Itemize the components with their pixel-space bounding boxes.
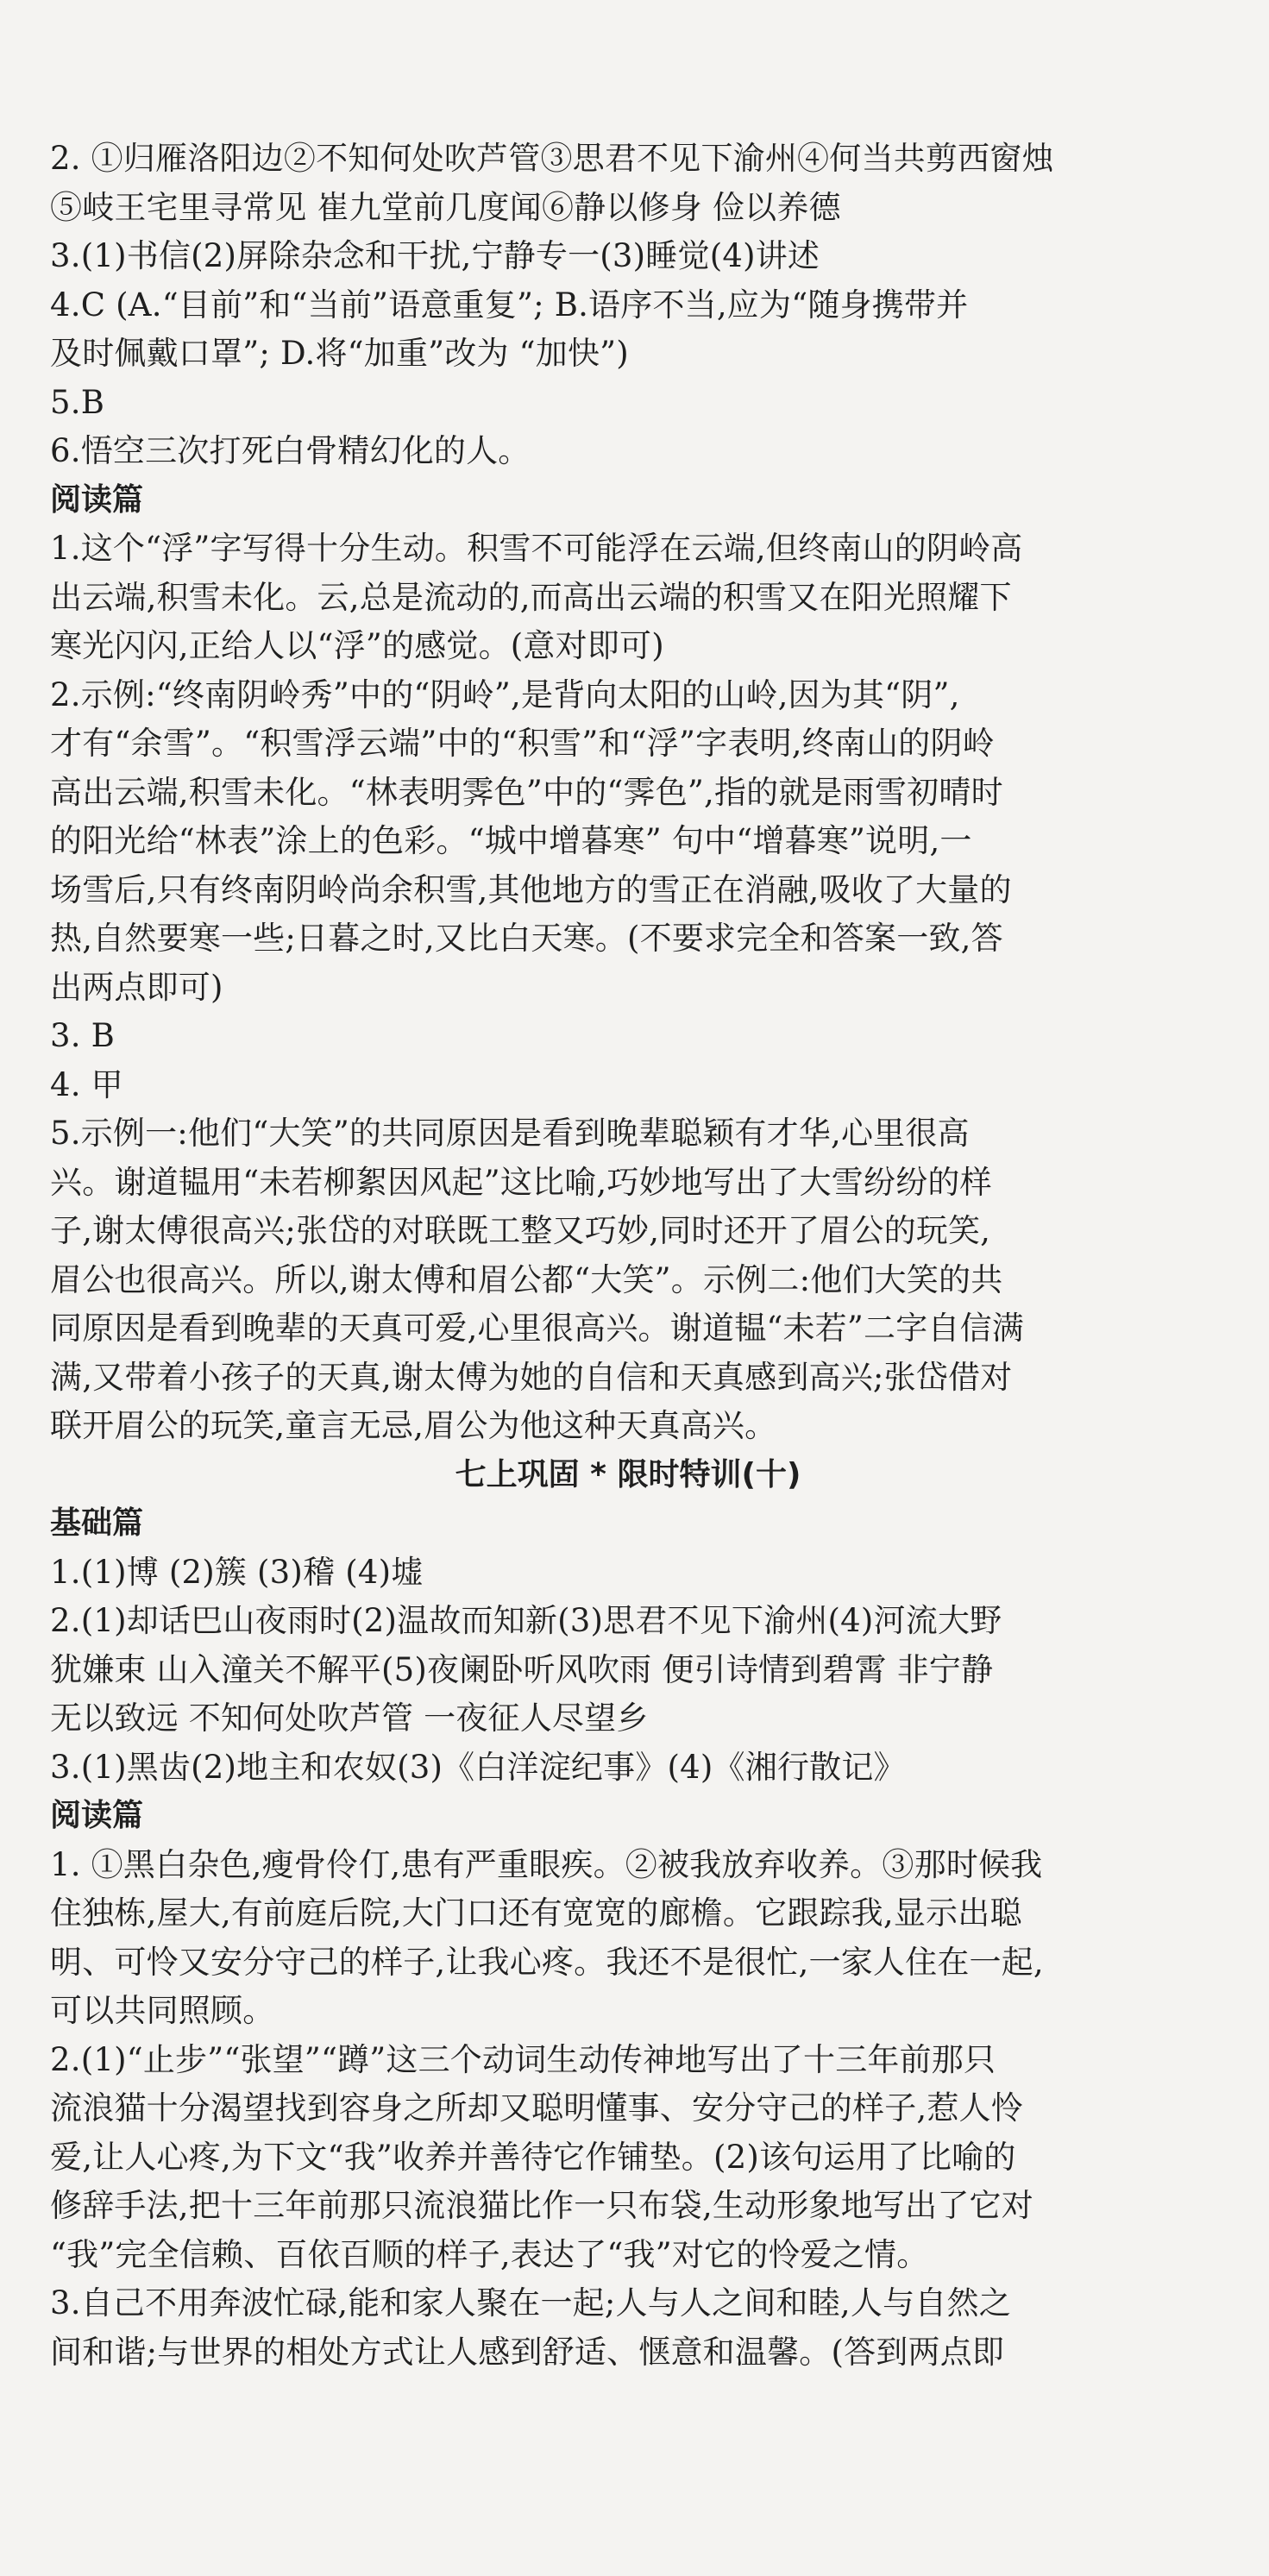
section-heading: 基础篇 [50, 1505, 144, 1541]
answer-line: 的阳光给“林表”涂上的色彩。“城中增暮寒” 句中“增暮寒”说明,一 [50, 822, 972, 859]
answer-text-body [50, 135, 1223, 2377]
answer-line: 1.(1)博 (2)簇 (3)稽 (4)墟 [50, 1553, 424, 1591]
answer-line: 出两点即可) [50, 968, 223, 1006]
answer-line: 修辞手法,把十三年前那只流浪猫比作一只布袋,生动形象地写出了它对 [50, 2187, 1033, 2224]
section-heading: 阅读篇 [50, 1798, 144, 1833]
answer-line: 1.这个“浮”字写得十分生动。积雪不可能浮在云端,但终南山的阴岭高 [50, 530, 1023, 567]
answer-line: 联开眉公的玩笑,童言无忌,眉公为他这种天真高兴。 [50, 1407, 777, 1444]
answer-line: 子,谢太傅很高兴;张岱的对联既工整又巧妙,同时还开了眉公的玩笑, [50, 1212, 991, 1249]
answer-line: 2.(1)却话巴山夜雨时(2)温故而知新(3)思君不见下渝州(4)河流大野 [50, 1602, 1002, 1639]
answer-line: 5.示例一:他们“大笑”的共同原因是看到晚辈聪颖有才华,心里很高 [50, 1115, 970, 1152]
answer-line: 5.B [50, 383, 105, 421]
answer-line: 2.(1)“止步”“张望”“蹲”这三个动词生动传神地写出了十三年前那只 [50, 2040, 996, 2078]
answer-line: 2.示例:“终南阴岭秀”中的“阴岭”,是背向太阳的山岭,因为其“阴”, [50, 675, 960, 713]
answer-line: 热,自然要寒一些;日暮之时,又比白天寒。(不要求完全和答案一致,答 [50, 920, 1003, 957]
answer-line: “我”完全信赖、百依百顺的样子,表达了“我”对它的怜爱之情。 [50, 2235, 929, 2273]
answer-line: 明、可怜又安分守己的样子,让我心疼。我还不是很忙,一家人住在一起, [50, 1943, 1044, 1981]
answer-line: 才有“余雪”。“积雪浮云端”中的“积雪”和“浮”字表明,终南山的阴岭 [50, 725, 995, 762]
answer-line: 及时佩戴口罩”; D.将“加重”改为 “加快”) [50, 335, 629, 372]
answer-line: 住独栋,屋大,有前庭后院,大门口还有宽宽的廊檐。它跟踪我,显示出聪 [50, 1894, 1022, 1932]
answer-line: 同原因是看到晚辈的天真可爱,心里很高兴。谢道韫“未若”二字自信满 [50, 1310, 1024, 1347]
answer-line: 3.(1)书信(2)屏除杂念和干扰,宁静专一(3)睡觉(4)讲述 [50, 237, 820, 274]
answer-line: 3.(1)黑齿(2)地主和农奴(3)《白洋淀纪事》(4)《湘行散记》 [50, 1748, 906, 1786]
section-heading: 阅读篇 [50, 481, 144, 518]
answer-line: 出云端,积雪未化。云,总是流动的,而高出云端的积雪又在阳光照耀下 [50, 578, 1012, 616]
answer-line: ⑤岐王宅里寻常见 崔九堂前几度闻⑥静以修身 俭以养德 [50, 188, 841, 226]
exercise-title: 七上巩固 * 限时特训(十) [455, 1456, 801, 1492]
answer-line: 1. ①黑白杂色,瘦骨伶仃,患有严重眼疾。②被我放弃收养。③那时候我 [50, 1845, 1043, 1883]
answer-line: 寒光闪闪,正给人以“浮”的感觉。(意对即可) [50, 627, 664, 664]
answer-line: 流浪猫十分渴望找到容身之所却又聪明懂事、安分守己的样子,惹人怜 [50, 2089, 1023, 2127]
answer-line: 2. ①归雁洛阳边②不知何处吹芦管③思君不见下渝州④何当共剪西窗烛 [50, 140, 1054, 177]
answer-line: 兴。谢道韫用“未若柳絮因风起”这比喻,巧妙地写出了大雪纷纷的样 [50, 1163, 992, 1201]
answer-line: 间和谐;与世界的相处方式让人感到舒适、惬意和温馨。(答到两点即 [50, 2333, 1005, 2371]
answer-line: 无以致远 不知何处吹芦管 一夜征人尽望乡 [50, 1700, 649, 1737]
answer-line: 高出云端,积雪未化。“林表明霁色”中的“霁色”,指的就是雨雪初晴时 [50, 773, 1003, 811]
answer-line: 6.悟空三次打死白骨精幻化的人。 [50, 432, 531, 469]
answer-line: 爱,让人心疼,为下文“我”收养并善待它作铺垫。(2)该句运用了比喻的 [50, 2138, 1016, 2176]
answer-line: 4.C (A.“目前”和“当前”语意重复”; B.语序不当,应为“随身携带并 [50, 286, 969, 324]
answer-line: 眉公也很高兴。所以,谢太傅和眉公都“大笑”。示例二:他们大笑的共 [50, 1260, 1003, 1298]
answer-line: 3. B [50, 1017, 116, 1054]
answer-line: 4. 甲 [50, 1065, 123, 1103]
answer-line: 犹嫌束 山入潼关不解平(5)夜阑卧听风吹雨 便引诗情到碧霄 非宁静 [50, 1650, 994, 1688]
answer-line: 可以共同照顾。 [50, 1992, 275, 2029]
answer-line: 3.自己不用奔波忙碌,能和家人聚在一起;人与人之间和睦,人与自然之 [50, 2284, 1011, 2322]
answer-line: 场雪后,只有终南阴岭尚余积雪,其他地方的雪正在消融,吸收了大量的 [50, 870, 1012, 908]
answer-line: 满,又带着小孩子的天真,谢太傅为她的自信和天真感到高兴;张岱借对 [50, 1358, 1013, 1396]
